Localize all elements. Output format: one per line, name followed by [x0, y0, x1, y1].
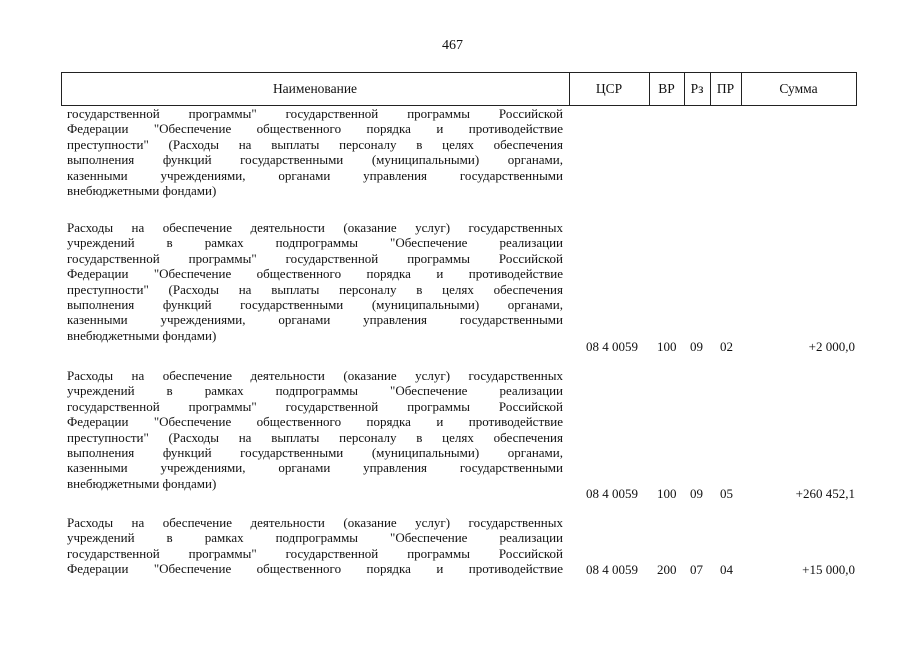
name-line: учреждений в рамках подпрограммы "Обеспечение реализации	[67, 383, 563, 399]
name-line: Федерации "Обеспечение общественного порядка и противодействие	[67, 266, 563, 282]
name-line: внебюджетными фондами)	[67, 475, 217, 491]
name-line: Федерации "Обеспечение общественного порядка и противодействие	[67, 561, 563, 577]
name-line: внебюджетными фондами)	[67, 327, 217, 343]
pr-value: 05	[720, 486, 733, 501]
name-line: казенными учреждениями, органами управления государственными	[67, 167, 563, 183]
header-sum: Сумма	[779, 81, 818, 96]
csr-value: 08 4 0059	[586, 339, 638, 354]
name-line: Федерации "Обеспечение общественного порядка и противодействие	[67, 121, 563, 137]
name-line: государственной программы" государственной программы Российской	[67, 545, 563, 561]
name-line: государственной программы" государственной программы Российской	[67, 250, 563, 266]
csr-value: 08 4 0059	[586, 562, 638, 577]
name-line: Расходы на обеспечение деятельности (оказание услуг) государственных	[67, 368, 563, 383]
table-row-3-name	[67, 515, 563, 577]
name-line: казенными учреждениями, органами управления государственными	[67, 460, 563, 476]
sum-value: +260 452,1	[795, 486, 855, 501]
vr-value: 100	[657, 339, 677, 354]
table-row-2-name	[67, 368, 563, 491]
header-vr: ВР	[658, 81, 675, 96]
page-number: 467	[442, 38, 463, 53]
name-line: Федерации "Обеспечение общественного порядка и противодействие	[67, 414, 563, 430]
name-line: преступности" (Расходы на выплаты персоналу в целях обеспечения	[67, 136, 563, 152]
header-name: Наименование	[272, 81, 358, 96]
name-line: выполнения функций государственными (муниципальными) органами,	[67, 152, 563, 168]
name-line: Расходы на обеспечение деятельности (оказание услуг) государственных	[67, 515, 563, 530]
sum-value: +2 000,0	[808, 339, 855, 354]
rz-value: 09	[690, 486, 703, 501]
header-rz: Рз	[690, 81, 704, 96]
vr-value: 100	[657, 486, 677, 501]
name-line: выполнения функций государственными (муниципальными) органами,	[67, 445, 563, 461]
sum-value: +15 000,0	[802, 562, 855, 577]
rz-value: 09	[690, 339, 703, 354]
column-divider	[856, 72, 857, 106]
budget-table	[61, 72, 855, 672]
name-line: выполнения функций государственными (муниципальными) органами,	[67, 297, 563, 313]
name-line: преступности" (Расходы на выплаты персоналу в целях обеспечения	[67, 429, 563, 445]
name-line: учреждений в рамках подпрограммы "Обеспечение реализации	[67, 235, 563, 251]
table-row-0-name	[67, 106, 563, 198]
name-line: государственной программы" государственной программы Российской	[67, 398, 563, 414]
name-line: казенными учреждениями, органами управления государственными	[67, 312, 563, 328]
name-line: учреждений в рамках подпрограммы "Обеспечение реализации	[67, 530, 563, 546]
name-line: преступности" (Расходы на выплаты персоналу в целях обеспечения	[67, 281, 563, 297]
table-row-1-name	[67, 220, 563, 343]
name-line: государственной программы" государственной программы Российской	[67, 106, 563, 121]
name-line: Расходы на обеспечение деятельности (оказание услуг) государственных	[67, 220, 563, 235]
header-csr: ЦСР	[595, 81, 623, 96]
vr-value: 200	[657, 562, 677, 577]
rz-value: 07	[690, 562, 703, 577]
csr-value: 08 4 0059	[586, 486, 638, 501]
name-line: внебюджетными фондами)	[67, 183, 217, 199]
header-pr: ПР	[716, 81, 735, 96]
pr-value: 04	[720, 562, 733, 577]
pr-value: 02	[720, 339, 733, 354]
